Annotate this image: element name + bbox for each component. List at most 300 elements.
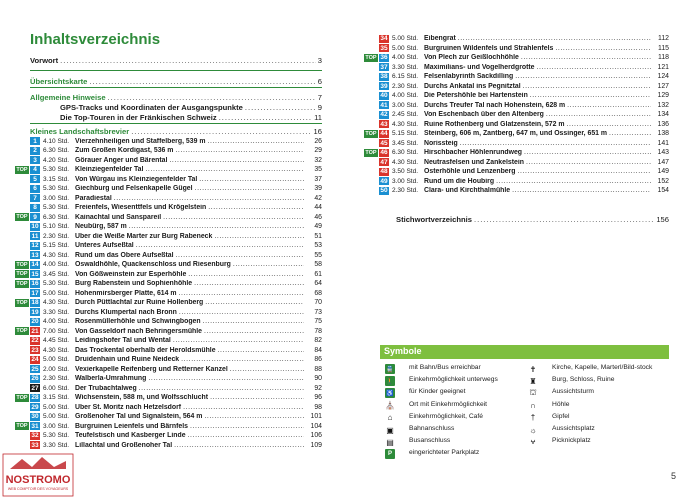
symbol-legend-item <box>528 364 666 374</box>
leader-dots <box>523 83 651 90</box>
tour-list-left <box>15 137 322 451</box>
tour-title-text: Walberla-Umrahmung <box>75 375 147 383</box>
tour-duration: 3.15 Std. <box>43 394 70 402</box>
tour-title <box>75 242 306 249</box>
tour-duration: 5.30 Std. <box>43 204 70 212</box>
tour-title <box>75 252 306 259</box>
tour-entry[interactable] <box>15 175 322 185</box>
tour-title-text: Norissteig <box>424 139 458 147</box>
bus-icon: ▤ <box>386 437 394 447</box>
top-tour-badge: TOP <box>365 149 377 156</box>
symbol-legend-title: Symbole <box>384 346 422 356</box>
tour-title-text: Durchs Ankatal ins Pegnitztal <box>424 82 521 90</box>
tour-page: 26 <box>314 137 322 145</box>
tour-entry[interactable] <box>364 186 669 196</box>
tour-duration: 5.15 Std. <box>392 130 419 138</box>
tour-title <box>424 73 653 80</box>
leader-dots <box>496 178 651 185</box>
tour-entry[interactable] <box>15 165 322 175</box>
tour-page: 51 <box>314 232 322 240</box>
leader-dots <box>546 111 651 118</box>
tour-title <box>75 375 306 382</box>
page-number: 5 <box>670 471 676 481</box>
tour-title <box>75 233 306 240</box>
symbol-legend-header <box>380 345 669 359</box>
leader-dots <box>474 215 654 224</box>
leader-dots <box>208 204 304 211</box>
tour-title-text: Burgruinen Leienfels und Bärnfels <box>75 422 188 430</box>
toc-entry-allgemeine-hinweise[interactable] <box>30 93 322 102</box>
tour-title <box>75 271 306 278</box>
toc-entry-page: 7 <box>317 93 322 102</box>
tour-title-text: Druidenhain und Ruine Neideck <box>75 356 180 364</box>
tour-number-badge: 7 <box>30 194 40 202</box>
tour-number-badge: 5 <box>30 175 40 183</box>
symbol-legend-item <box>385 413 525 423</box>
tour-title <box>75 204 306 211</box>
tour-duration: 5.10 Std. <box>43 223 70 231</box>
leader-dots <box>178 290 304 297</box>
tour-number-badge: 9 <box>30 213 40 221</box>
tour-duration: 4.30 Std. <box>43 346 70 354</box>
tour-duration: 2.30 Std. <box>43 232 70 240</box>
leader-dots <box>526 159 651 166</box>
tour-page: 32 <box>314 156 322 164</box>
divider <box>30 123 322 124</box>
tour-duration: 7.00 Std. <box>43 327 70 335</box>
cave-icon: ∩ <box>530 401 536 411</box>
tour-entry[interactable] <box>15 203 322 213</box>
symbol-legend-item <box>528 425 666 435</box>
tour-page: 149 <box>657 168 669 176</box>
tour-title-text: Lillachtal und Großenoher Tal <box>75 441 173 449</box>
tour-title <box>75 147 306 154</box>
tour-duration: 5.30 Std. <box>43 166 70 174</box>
divider <box>30 87 322 88</box>
tour-entry[interactable] <box>364 148 669 158</box>
tour-page: 55 <box>314 251 322 259</box>
tour-duration: 4.00 Std. <box>43 318 70 326</box>
tour-number-badge: 17 <box>31 289 39 297</box>
tour-entry[interactable] <box>15 336 322 346</box>
tour-entry[interactable] <box>364 101 669 111</box>
tour-entry[interactable] <box>15 346 322 356</box>
symbol-legend-text: Burg, Schloss, Ruine <box>552 376 615 384</box>
logo-wordmark: NOSTROMO <box>5 474 71 486</box>
tour-entry[interactable] <box>15 317 322 327</box>
tour-entry[interactable] <box>15 298 322 308</box>
tour-entry[interactable] <box>15 403 322 413</box>
tour-page: 39 <box>314 185 322 193</box>
toc-entry-label: Kleines Landschaftsbrevier <box>30 127 130 136</box>
tour-number-badge: 21 <box>31 327 39 335</box>
tour-number-badge: 26 <box>31 375 39 383</box>
tour-entry[interactable] <box>15 137 322 147</box>
tour-entry[interactable] <box>15 431 322 441</box>
leader-dots <box>148 375 304 382</box>
tour-page: 143 <box>657 149 669 157</box>
tour-duration: 4.30 Std. <box>392 120 419 128</box>
tour-duration: 3.30 Std. <box>392 63 419 71</box>
leader-dots <box>512 187 651 194</box>
toc-entry-label: Stichwortverzeichnis <box>396 215 472 224</box>
lookout-tower-icon: ⛫ <box>529 388 537 398</box>
tour-page: 58 <box>314 261 322 269</box>
tour-page: 44 <box>314 204 322 212</box>
symbol-legend-text: Höhle <box>552 400 570 408</box>
tour-title-text: Felsenlabyrinth Sackdilling <box>424 73 514 81</box>
leader-dots <box>181 356 304 363</box>
leader-dots <box>131 127 311 136</box>
tour-entry[interactable] <box>15 308 322 318</box>
tour-duration: 5.30 Std. <box>43 185 70 193</box>
tour-duration: 5.30 Std. <box>43 280 70 288</box>
tour-duration: 6.15 Std. <box>392 73 419 81</box>
tour-number-badge: 34 <box>380 35 388 43</box>
tour-entry[interactable] <box>364 158 669 168</box>
tour-duration: 2.30 Std. <box>392 82 419 90</box>
tour-duration: 3.45 Std. <box>392 139 419 147</box>
tour-number-badge: 14 <box>31 261 39 269</box>
tour-number-badge: 20 <box>31 318 39 326</box>
tour-page: 64 <box>314 280 322 288</box>
toc-entry-top-touren[interactable] <box>60 113 322 122</box>
top-tour-badge: TOP <box>16 214 28 221</box>
train-icon: 🚆 <box>385 364 395 374</box>
tour-duration: 6.30 Std. <box>43 147 70 155</box>
tour-title <box>75 356 306 363</box>
tour-number-badge: 4 <box>30 166 40 174</box>
tour-number-badge: 46 <box>380 149 388 157</box>
leader-dots <box>219 113 312 122</box>
tour-entry[interactable] <box>364 82 669 92</box>
church-icon: ✝ <box>529 364 537 374</box>
toc-entry-stichwortverzeichnis[interactable] <box>396 215 669 224</box>
leader-dots <box>233 261 304 268</box>
tour-title-text: Über St. Moritz nach Hetzelsdorf <box>75 403 182 411</box>
tour-title <box>424 111 653 118</box>
tour-number-badge: 44 <box>380 130 388 138</box>
tour-entry[interactable] <box>364 91 669 101</box>
tour-entry[interactable] <box>364 129 669 139</box>
tour-entry[interactable] <box>15 327 322 337</box>
hiker-icon: 🚶 <box>385 376 395 386</box>
leader-dots <box>174 442 304 449</box>
tour-title <box>424 140 653 147</box>
tour-title-text: Eibengrat <box>424 35 456 43</box>
tour-title-text: Unteres Aufseßtal <box>75 242 134 250</box>
symbol-legend-text: eingerichteter Parkplatz <box>409 449 480 457</box>
tour-duration: 4.00 Std. <box>392 92 419 100</box>
tour-title <box>424 159 653 166</box>
logo-mountains <box>10 457 66 469</box>
leader-dots <box>108 93 316 102</box>
tour-title <box>75 176 306 183</box>
leader-dots <box>530 92 651 99</box>
tour-title-text: Steinberg, 606 m, Zantberg, 647 m, und Ossinger, 651 m <box>424 130 608 138</box>
tour-title <box>424 178 653 185</box>
tour-title <box>75 366 306 373</box>
tour-number-badge: 38 <box>380 73 388 81</box>
tour-page: 147 <box>657 158 669 166</box>
symbol-legend-item <box>528 413 666 423</box>
tour-title-text: Von Gößweinstein zur Esperhöhle <box>75 270 187 278</box>
tour-page: 90 <box>314 375 322 383</box>
tour-page: 37 <box>314 175 322 183</box>
symbol-legend-text: Aussichtsturm <box>552 388 594 396</box>
tour-title-text: Rosenmüllerhöhle und Schwingbogen <box>75 318 201 326</box>
toc-entry-page: 156 <box>656 215 669 224</box>
tour-page: 106 <box>310 432 322 440</box>
tour-title <box>75 385 306 392</box>
tour-duration: 5.00 Std. <box>43 289 70 297</box>
tour-entry[interactable] <box>364 139 669 149</box>
tour-duration: 2.30 Std. <box>392 187 419 195</box>
tour-title <box>75 432 306 439</box>
tour-title-text: Leidingshofer Tal und Wental <box>75 337 171 345</box>
tour-title <box>424 92 653 99</box>
tour-page: 98 <box>314 403 322 411</box>
tour-number-badge: 33 <box>31 441 39 449</box>
tour-title <box>75 157 306 164</box>
symbol-legend-item <box>385 449 525 459</box>
symbol-legend-item <box>528 401 666 411</box>
tour-duration: 5.15 Std. <box>43 242 70 250</box>
leader-dots <box>176 252 304 259</box>
parking-icon: P <box>385 449 395 459</box>
leader-dots <box>163 214 304 221</box>
tour-title <box>424 149 653 156</box>
tour-entry[interactable] <box>15 241 322 251</box>
tour-title <box>424 54 653 61</box>
tour-title <box>424 45 653 52</box>
tour-entry[interactable] <box>15 213 322 223</box>
tour-duration: 3.30 Std. <box>43 308 70 316</box>
leader-dots <box>245 103 316 112</box>
tour-title <box>75 138 306 145</box>
leader-dots <box>609 130 651 137</box>
nostromo-logo <box>2 453 74 497</box>
tour-title-text: Rund um die Houbirg <box>424 177 495 185</box>
tour-title <box>75 328 306 335</box>
tour-title-text: Hohenmirsberger Platte, 614 m <box>75 289 177 297</box>
tour-page: 84 <box>314 346 322 354</box>
symbol-legend-text: Busanschluss <box>409 437 451 445</box>
logo-tagline: WEB COMPTOIR DES VOYAGEURS <box>7 487 69 491</box>
top-tour-badge: TOP <box>16 423 28 430</box>
tour-duration: 4.45 Std. <box>43 337 70 345</box>
tour-number-badge: 12 <box>31 242 39 250</box>
tour-page: 86 <box>314 356 322 364</box>
tour-title <box>75 166 306 173</box>
tour-number-badge: 41 <box>380 101 388 109</box>
tour-page: 68 <box>314 289 322 297</box>
tour-page: 132 <box>657 101 669 109</box>
tour-page: 124 <box>657 73 669 81</box>
leader-dots <box>204 328 304 335</box>
tour-page: 121 <box>657 63 669 71</box>
leader-dots <box>460 140 651 147</box>
tour-duration: 4.00 Std. <box>392 54 419 62</box>
symbol-legend-item <box>385 364 525 374</box>
tour-duration: 5.30 Std. <box>43 432 70 440</box>
tour-duration: 3.50 Std. <box>392 168 419 176</box>
tour-entry[interactable] <box>15 194 322 204</box>
tour-duration: 4.10 Std. <box>43 137 70 145</box>
tour-title-text: Teufelstisch und Kasberger Linde <box>75 432 186 440</box>
tour-title-text: Durchs Klumpertal nach Bronn <box>75 308 177 316</box>
toc-entry-vorwort[interactable] <box>30 56 322 65</box>
leader-dots <box>521 54 651 61</box>
leader-dots <box>190 423 304 430</box>
tour-duration: 6.30 Std. <box>43 213 70 221</box>
tour-duration: 4.30 Std. <box>392 158 419 166</box>
tour-title <box>75 214 306 221</box>
leader-dots <box>567 121 651 128</box>
tour-title-text: Von Plech zur Geißlochhöhle <box>424 54 519 62</box>
tour-duration: 3.15 Std. <box>43 175 70 183</box>
tour-entry[interactable] <box>15 355 322 365</box>
tour-entry[interactable] <box>15 365 322 375</box>
tour-title-text: Von Würgau ins Kleinziegenfelder Tal <box>75 175 198 183</box>
tour-title <box>75 394 306 401</box>
tour-entry[interactable] <box>15 422 322 432</box>
tour-entry[interactable] <box>15 441 322 451</box>
tour-number-badge: 42 <box>380 111 388 119</box>
tour-entry[interactable] <box>15 156 322 166</box>
tour-number-badge: 32 <box>31 432 39 440</box>
toc-entry-gps-tracks[interactable] <box>60 103 322 112</box>
tour-title-text: Neubürg, 587 m <box>75 223 127 231</box>
top-tour-badge: TOP <box>16 261 28 268</box>
tour-number-badge: 11 <box>31 232 39 240</box>
tour-page: 129 <box>657 92 669 100</box>
tour-page: 154 <box>657 187 669 195</box>
tour-title <box>75 299 306 306</box>
symbol-legend-item <box>528 376 666 386</box>
tour-number-badge: 13 <box>31 251 39 259</box>
leader-dots <box>458 35 651 42</box>
tour-number-badge: 30 <box>31 413 39 421</box>
tour-number-badge: 45 <box>380 139 388 147</box>
tour-entry[interactable] <box>15 146 322 156</box>
leader-dots <box>195 185 304 192</box>
tour-entry[interactable] <box>364 34 669 44</box>
tour-duration: 6.00 Std. <box>43 384 70 392</box>
tour-title <box>424 64 653 71</box>
tour-title-text: Freienfels, Wiesenttfels und Krögelstein <box>75 204 207 212</box>
tour-entry[interactable] <box>364 110 669 120</box>
tour-title-text: Oswaldhöhle, Quackenschloss und Riesenburg <box>75 261 231 269</box>
tour-page: 127 <box>657 82 669 90</box>
leader-dots <box>218 347 304 354</box>
tour-page: 70 <box>314 299 322 307</box>
leader-dots <box>188 271 304 278</box>
toc-entry-uebersichtskarte[interactable] <box>30 77 322 86</box>
page-title: Inhaltsverzeichnis <box>30 31 161 48</box>
leader-dots <box>207 138 304 145</box>
village-icon: ⛪ <box>385 401 395 411</box>
tour-entry[interactable] <box>364 53 669 63</box>
symbol-legend-item <box>385 376 525 386</box>
leader-dots <box>515 73 651 80</box>
tour-title <box>75 309 306 316</box>
leader-dots <box>524 149 651 156</box>
leader-dots <box>194 280 304 287</box>
tour-entry[interactable] <box>15 232 322 242</box>
top-tour-badge: TOP <box>16 166 28 173</box>
tour-entry[interactable] <box>15 184 322 194</box>
tour-entry[interactable] <box>364 72 669 82</box>
symbol-legend-item <box>528 388 666 398</box>
tour-title <box>75 337 306 344</box>
tour-entry[interactable] <box>364 177 669 187</box>
tour-entry[interactable] <box>15 412 322 422</box>
tour-entry[interactable] <box>15 374 322 384</box>
tour-entry[interactable] <box>15 251 322 261</box>
tour-entry[interactable] <box>15 260 322 270</box>
tour-title <box>424 130 653 137</box>
tour-duration: 5.00 Std. <box>43 356 70 364</box>
toc-entry-page: 11 <box>314 113 322 122</box>
symbol-legend-text: Gipfel <box>552 412 570 420</box>
tour-entry[interactable] <box>364 167 669 177</box>
tour-entry[interactable] <box>364 63 669 73</box>
tour-duration: 6.30 Std. <box>392 149 419 157</box>
tour-entry[interactable] <box>15 384 322 394</box>
symbol-legend-item <box>528 437 666 447</box>
leader-dots <box>89 77 315 86</box>
tour-title-text: Giechburg und Felsenkapelle Gügel <box>75 185 193 193</box>
tour-page: 152 <box>657 177 669 185</box>
tour-title <box>75 413 306 420</box>
toc-entry-label: Allgemeine Hinweise <box>30 93 106 102</box>
tour-page: 96 <box>314 394 322 402</box>
tour-entry[interactable] <box>15 279 322 289</box>
tour-number-badge: 48 <box>380 168 388 176</box>
tour-title-text: Clara- und Kirchthalmühle <box>424 187 511 195</box>
tour-title-text: Ruine Rothenberg und Glatzenstein, 572 m <box>424 120 565 128</box>
tour-number-badge: 8 <box>30 204 40 212</box>
tour-entry[interactable] <box>364 120 669 130</box>
tour-page: 53 <box>314 242 322 250</box>
tour-duration: 4.00 Std. <box>43 261 70 269</box>
tour-number-badge: 24 <box>31 356 39 364</box>
tour-title-text: Kainachtal und Sanspareil <box>75 213 162 221</box>
tour-number-badge: 19 <box>31 308 39 316</box>
tour-page: 88 <box>314 365 322 373</box>
tour-page: 115 <box>658 44 669 52</box>
leader-dots <box>214 233 304 240</box>
toc-entry-landschaftsbrevier[interactable] <box>30 127 322 136</box>
station-icon: ▣ <box>386 425 394 435</box>
tour-number-badge: 50 <box>380 187 388 195</box>
toc-entry-page: 6 <box>317 77 322 86</box>
tour-entry[interactable] <box>15 222 322 232</box>
tour-entry[interactable] <box>15 393 322 403</box>
symbol-legend-text: Bahnanschluss <box>409 425 455 432</box>
top-tour-badge: TOP <box>16 299 28 306</box>
tour-entry[interactable] <box>364 44 669 54</box>
tour-page: 138 <box>657 130 669 138</box>
divider <box>30 70 322 71</box>
tour-entry[interactable] <box>15 270 322 280</box>
tour-entry[interactable] <box>15 289 322 299</box>
tour-duration: 3.00 Std. <box>392 101 419 109</box>
tour-title-text: Von Eschenbach über den Altenberg <box>424 111 544 119</box>
symbol-legend-text: Einkehrmöglichkeit unterwegs <box>409 376 498 384</box>
symbol-legend-text: für Kinder geeignet <box>409 388 466 396</box>
